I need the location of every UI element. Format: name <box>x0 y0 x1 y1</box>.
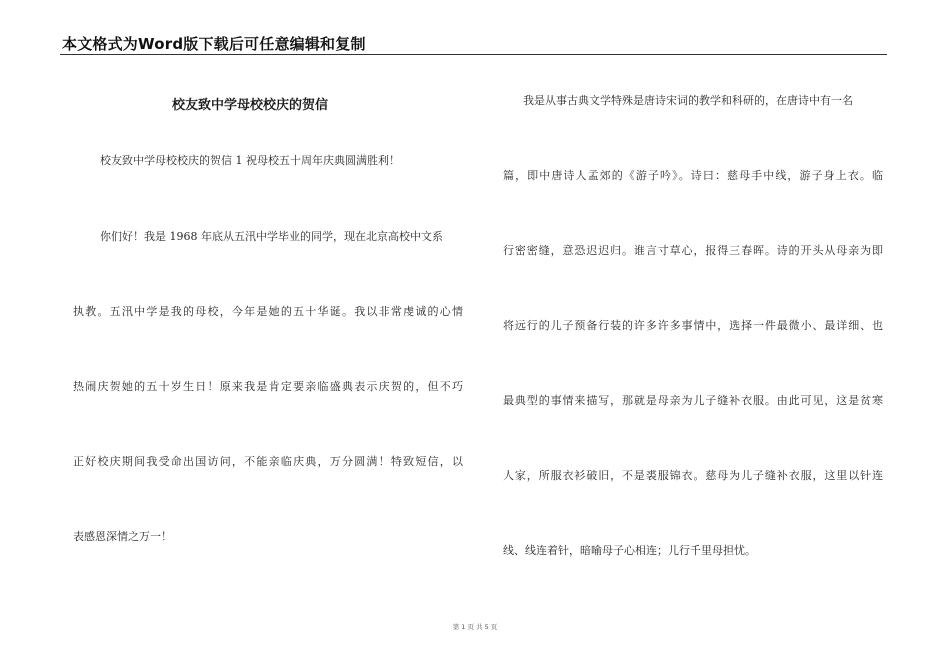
paragraph-line: 热闹庆贺她的五十岁生日！原来我是肯定要亲临盛典表示庆贺的，但不巧 <box>73 380 463 393</box>
paragraph-line: 人家，所服衣衫破旧，不是裘服锦衣。慈母为儿子缝补衣服，这里以针连 <box>503 469 883 482</box>
paragraph-line: 正好校庆期间我受命出国访问，不能亲临庆典，万分圆满！特致短信，以 <box>73 455 463 468</box>
paragraph-line: 你们好！我是 1968 年底从五汛中学毕业的同学，现在北京高校中文系 <box>100 230 443 243</box>
paragraph-line: 行密密缝，意恐迟迟归。谁言寸草心，报得三春晖。诗的开头从母亲为即 <box>503 244 883 257</box>
paragraph-line: 我是从事古典文学特殊是唐诗宋词的教学和科研的，在唐诗中有一名 <box>523 94 853 107</box>
header-divider <box>60 54 887 55</box>
document-title: 校友致中学母校校庆的贺信 <box>172 98 329 113</box>
paragraph-line: 执教。五汛中学是我的母校，今年是她的五十华诞。我以非常虔诚的心情 <box>73 305 463 318</box>
paragraph-line: 篇，即中唐诗人孟郊的《游子吟》。诗曰：慈母手中线，游子身上衣。临 <box>503 169 883 182</box>
paragraph-line: 线、线连着针，暗喻母子心相连；儿行千里母担忧。 <box>503 544 756 557</box>
paragraph-line: 校友致中学母校校庆的贺信 1 祝母校五十周年庆典圆满胜利！ <box>100 154 400 167</box>
paragraph-line: 将远行的儿子预备行装的许多许多事情中，选择一件最微小、最详细、也 <box>503 319 883 332</box>
paragraph-line: 最典型的事情来描写，那就是母亲为儿子缝补衣服。由此可见，这是贫寒 <box>503 394 883 407</box>
page-indicator: 第 1 页 共 5 页 <box>452 623 498 631</box>
header-banner: 本文格式为Word版下载后可任意编辑和复制 <box>62 35 366 53</box>
paragraph-line: 表感恩深情之万一！ <box>73 530 172 543</box>
